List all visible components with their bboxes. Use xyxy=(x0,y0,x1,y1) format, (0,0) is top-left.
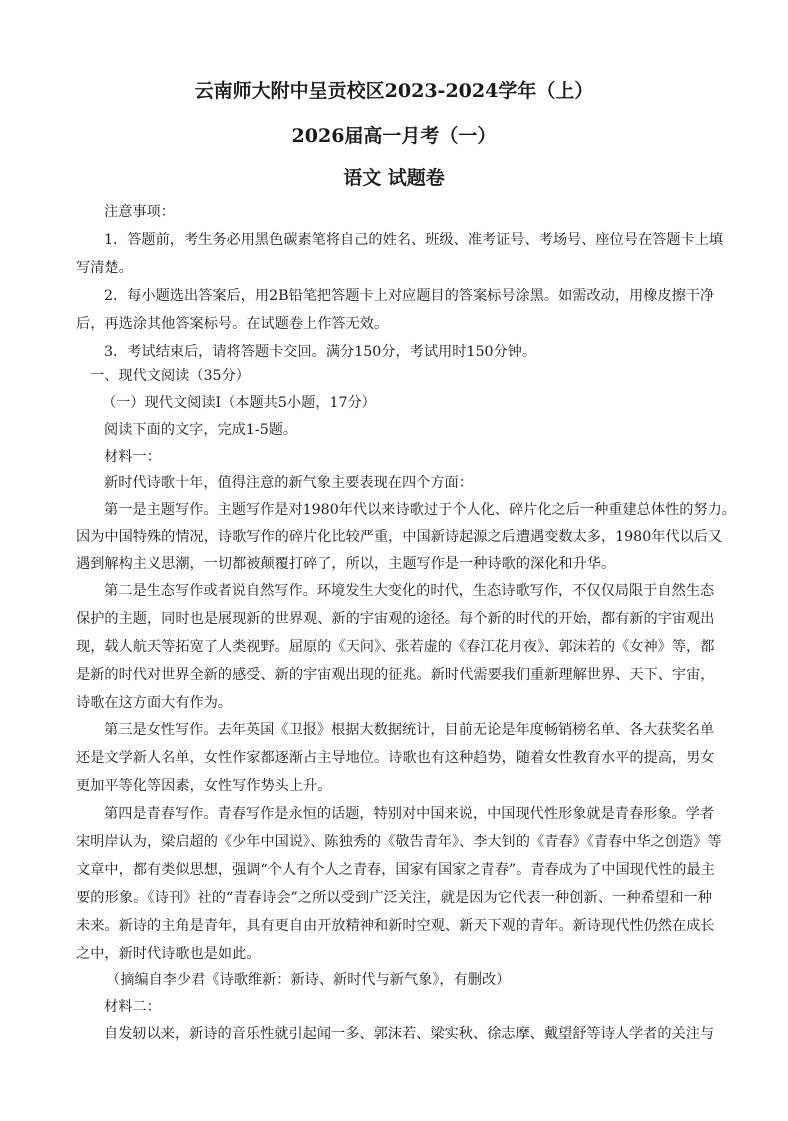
paper-name: 语文 试题卷 xyxy=(343,167,445,189)
exam-subtitle: 2026届高一月考（一） xyxy=(291,125,497,147)
paragraph-line: 因为中国特殊的情况，诗歌写作的碎片化比较严重，中国新诗起源之后遭遇变数太多，1980年代以后又 xyxy=(76,529,723,545)
exam-title: 云南师大附中呈贡校区2023-2024学年（上） xyxy=(194,80,594,102)
paragraph-line: 自发轫以来，新诗的音乐性就引起闻一多、郭沫若、梁实秋、徐志摩、戴望舒等诗人学者的关注与 xyxy=(104,1026,715,1042)
paragraph-line: 是新的时代对世界全新的感受、新的宇宙观出现的征兆。新时代需要我们重新理解世界、天下、宇宙， xyxy=(76,667,715,683)
paragraph-line: 之中，新时代诗歌也是如此。 xyxy=(76,946,261,962)
reading-prompt: 阅读下面的文字，完成1-5题。 xyxy=(104,422,298,438)
paragraph-line: 保护的主题，同时也是展现新的世界观、新的宇宙观的途径。每个新的时代的开始，都有新的宇宙观出 xyxy=(76,611,715,627)
source-citation: （摘编自李少君《诗歌维新：新诗、新时代与新气象》，有删改） xyxy=(106,972,511,988)
paragraph-line: 第二是生态写作或者说自然写作。环境发生大变化的时代，生态诗歌写作，不仅仅局限于自然生态 xyxy=(104,583,715,599)
instruction-item-2: 2．每小题选出答案后，用2B铅笔把答题卡上对应题目的答案标号涂黑。如需改动，用橡皮擦干净 xyxy=(104,288,715,304)
paragraph-line: 文章中，都有类似思想，强调“个人有个人之青春，国家有国家之青春”。青春成为了中国现代性的最主 xyxy=(76,862,715,878)
paragraph-line: 第一是主题写作。主题写作是对1980年代以来诗歌过于个人化、碎片化之后一种重建总体性的努力。 xyxy=(104,502,736,518)
paragraph-line: 第三是女性写作。去年英国《卫报》根据大数据统计，目前无论是年度畅销榜名单、各大获奖名单 xyxy=(104,722,715,738)
paragraph-line: 未来。新诗的主角是青年，具有更自由开放精神和新时空观、新天下观的青年。新诗现代性仍然在成长 xyxy=(76,918,715,934)
subsection-heading: （一）现代文阅读Ⅰ（本题共5小题，17分） xyxy=(102,395,376,411)
instruction-item-1: 1．答题前，考生务必用黑色碳素笔将自己的姓名、班级、准考证号、考场号、座位号在答题卡上填 xyxy=(104,232,724,248)
paragraph-line: 还是文学新人名单，女性作家都逐渐占主导地位。诗歌也有这种趋势，随着女性教育水平的提高，男女 xyxy=(76,750,715,766)
paragraph-line: 第四是青春写作。青春写作是永恒的话题，特别对中国来说，中国现代性形象就是青春形象。学者 xyxy=(104,806,715,822)
instruction-item-2-cont: 后，再选涂其他答案标号。在试题卷上作答无效。 xyxy=(76,316,389,332)
paragraph-line: 诗歌在这方面大有作为。 xyxy=(76,695,233,711)
instruction-item-3: 3．考试结束后，请将答题卡交回。满分150分，考试用时150分钟。 xyxy=(104,344,537,360)
instruction-item-1-cont: 写清楚。 xyxy=(76,260,133,276)
paragraph-line: 现，载人航天等拓宽了人类视野。屈原的《天问》、张若虚的《春江花月夜》、郭沫若的《女神》等，都 xyxy=(76,639,715,655)
instructions-heading: 注意事项： xyxy=(104,204,175,220)
material-1-label: 材料一： xyxy=(104,449,161,465)
section-heading: 一、现代文阅读（35分） xyxy=(90,368,250,384)
paragraph-line: 要的形象。《诗刊》社的“青春诗会”之所以受到广泛关注，就是因为它代表一种创新、一种希望和一种 xyxy=(76,890,712,906)
paragraph-line: 更加平等化等因素，女性写作势头上升。 xyxy=(76,778,332,794)
material-2-label: 材料二： xyxy=(104,999,161,1015)
paragraph-line: 宋明岸认为，梁启超的《少年中国说》、陈独秀的《敬告青年》、李大钊的《青春》《青春中华之创造》等 xyxy=(76,834,722,850)
paragraph-line: 遇到解构主义思潮，一切都被颠覆打碎了，所以，主题写作是一种诗歌的深化和升华。 xyxy=(76,556,616,572)
paragraph-intro: 新时代诗歌十年，值得注意的新气象主要表现在四个方面： xyxy=(104,475,473,491)
